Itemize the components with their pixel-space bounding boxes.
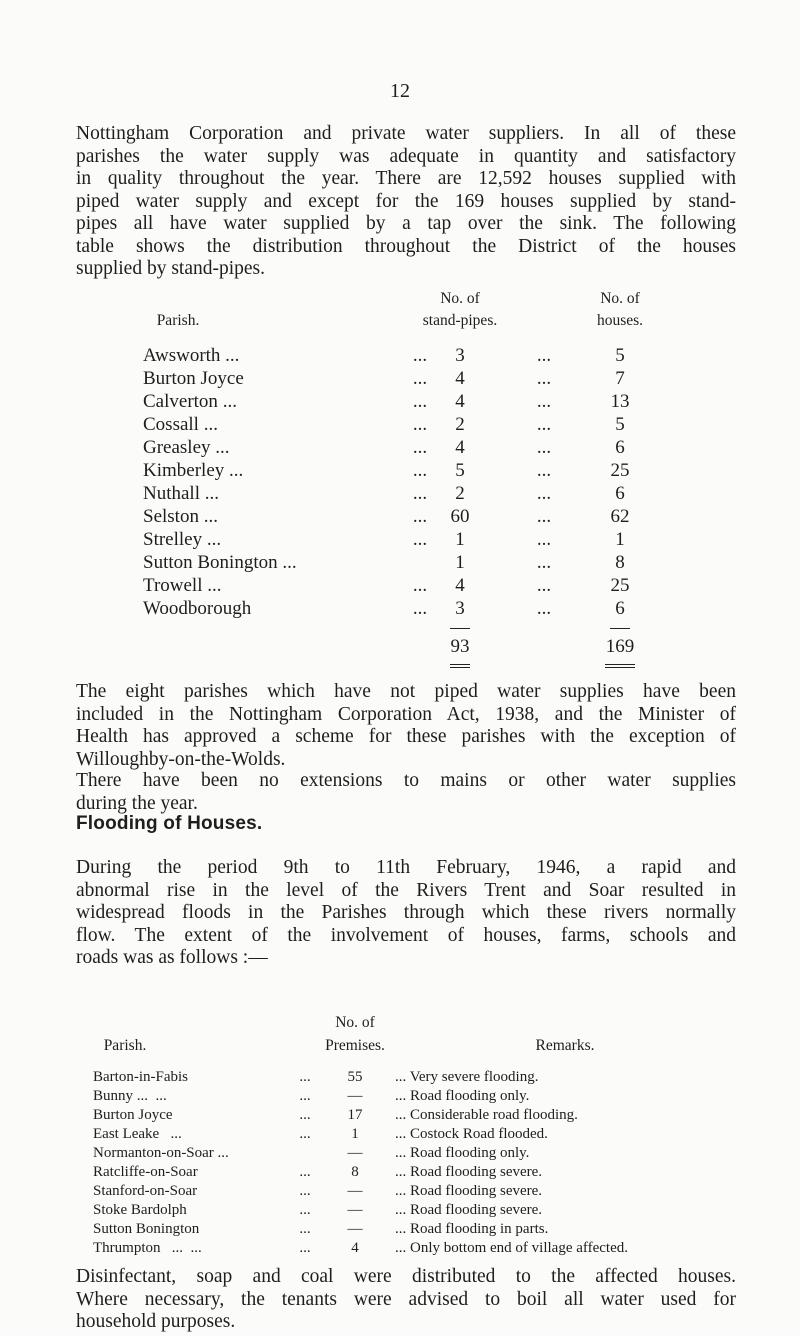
remark-text: ... Only bottom end of village affected. <box>395 1240 628 1256</box>
column-header-houses-line1: No. of <box>600 290 640 307</box>
leader-dots: ... <box>412 414 428 435</box>
table-row <box>0 1069 800 1087</box>
parish-name: Normanton-on-Soar ... <box>93 1145 229 1161</box>
text-line: The eight parishes which have not piped water supplies have been <box>76 681 736 702</box>
leader-dots: ... <box>299 1164 311 1180</box>
house-count: 62 <box>610 506 630 527</box>
leader-dots: ... <box>412 345 428 366</box>
text-line: Health has approved a scheme for these parishes with the exception of <box>76 726 736 747</box>
standpipe-count: 5 <box>455 460 465 481</box>
parish-name: Thrumpton ... ... <box>93 1240 202 1256</box>
page-number: 12 <box>390 80 410 102</box>
premises-count: — <box>347 1183 363 1199</box>
flooding-paragraph <box>76 857 736 970</box>
text-line: household purposes. <box>76 1311 236 1332</box>
table-row <box>0 1107 800 1125</box>
column-header-premises-line2: Premises. <box>325 1037 385 1054</box>
remark-text: ... Road flooding severe. <box>395 1164 543 1180</box>
parish-name: Burton Joyce <box>143 368 244 389</box>
table-row <box>0 437 800 459</box>
leader-dots: ... <box>412 575 428 596</box>
premises-count: 8 <box>351 1164 359 1180</box>
standpipe-count: 4 <box>455 437 465 458</box>
leader-dots: ... <box>299 1107 311 1123</box>
leader-dots: ... <box>299 1088 311 1104</box>
remark-text: ... Very severe flooding. <box>395 1069 539 1085</box>
leader-dots: ... <box>299 1126 311 1142</box>
mains-paragraph <box>76 770 736 815</box>
parish-name: Nuthall ... <box>143 483 219 504</box>
house-count: 5 <box>615 414 625 435</box>
table-row <box>0 1183 800 1201</box>
premises-count: — <box>347 1088 363 1104</box>
table-row <box>0 460 800 482</box>
leader-dots: ... <box>299 1221 311 1237</box>
standpipe-count: 2 <box>455 414 465 435</box>
leader-dots: ... <box>299 1069 311 1085</box>
text-line: Where necessary, the tenants were advised to boil all water used for <box>76 1288 736 1310</box>
parish-name: Awsworth ... <box>143 345 240 366</box>
parish-name: Calverton ... <box>143 391 237 412</box>
total-rule <box>450 628 470 629</box>
remark-text: ... Road flooding severe. <box>395 1202 543 1218</box>
table-row <box>0 1088 800 1106</box>
leader-dots: ... <box>412 460 428 481</box>
parish-name: East Leake ... <box>93 1126 182 1142</box>
remark-text: ... Considerable road flooding. <box>395 1107 578 1123</box>
totals-row <box>0 636 800 658</box>
text-line: There have been no extensions to mains or other water supplies <box>76 770 736 791</box>
house-count: 6 <box>615 437 625 458</box>
leader-dots: ... <box>412 483 428 504</box>
leader-dots: ... <box>536 529 552 550</box>
double-rule <box>605 664 635 665</box>
remark-text: ... Road flooding severe. <box>395 1183 543 1199</box>
table-row <box>0 1145 800 1163</box>
leader-dots: ... <box>412 598 428 619</box>
parish-name: Burton Joyce <box>93 1107 173 1123</box>
double-rule <box>450 664 470 665</box>
house-count: 5 <box>615 345 625 366</box>
leader-dots: ... <box>299 1202 311 1218</box>
disinfectant-paragraph <box>76 1266 736 1334</box>
parish-name: Kimberley ... <box>143 460 244 481</box>
standpipe-count: 4 <box>455 368 465 389</box>
parish-name: Selston ... <box>143 506 218 527</box>
table-row <box>0 1202 800 1220</box>
text-line: Willoughby-on-the-Wolds. <box>76 748 286 770</box>
table-row <box>0 345 800 367</box>
premises-count: — <box>347 1145 363 1161</box>
leader-dots: ... <box>412 437 428 458</box>
table-row <box>0 529 800 551</box>
parish-name: Barton-in-Fabis <box>93 1069 188 1085</box>
remark-text: ... Road flooding only. <box>395 1145 530 1161</box>
parish-name: Bunny ... ... <box>93 1088 167 1104</box>
text-line: included in the Nottingham Corporation Act, 1938, and the Minister of <box>76 703 736 725</box>
standpipe-count: 1 <box>455 552 465 573</box>
remark-text: ... Road flooding only. <box>395 1088 530 1104</box>
text-line: abnormal rise in the level of the Rivers Trent and Soar resulted in <box>76 879 736 901</box>
leader-dots: ... <box>536 460 552 481</box>
text-line: pipes all have water supplied by a tap over the sink. The following <box>76 213 736 234</box>
standpipe-count: 4 <box>455 575 465 596</box>
house-count: 6 <box>615 598 625 619</box>
house-count: 8 <box>615 552 625 573</box>
standpipe-count: 1 <box>455 529 465 550</box>
house-count: 7 <box>615 368 625 389</box>
text-line: Nottingham Corporation and private water suppliers. In all of these <box>76 123 736 144</box>
parish-name: Stoke Bardolph <box>93 1202 187 1218</box>
column-header-parish: Parish. <box>156 312 200 329</box>
double-rule <box>450 667 470 668</box>
parish-name: Stanford-on-Soar <box>93 1183 198 1199</box>
text-line: roads was as follows :— <box>76 947 268 968</box>
premises-count: 4 <box>351 1240 359 1256</box>
standpipe-count: 3 <box>455 598 465 619</box>
premises-count: — <box>347 1202 363 1218</box>
table-row <box>0 1221 800 1239</box>
text-line: in quality throughout the year. There are 12,592 houses supplied with <box>76 168 736 189</box>
parish-name: Strelley ... <box>143 529 222 550</box>
leader-dots: ... <box>536 598 552 619</box>
parish-name: Cossall ... <box>143 414 218 435</box>
parish-name: Sutton Bonington ... <box>143 552 297 573</box>
premises-count: 17 <box>347 1107 363 1123</box>
leader-dots: ... <box>412 506 428 527</box>
table-row <box>0 575 800 597</box>
house-count: 25 <box>610 460 630 481</box>
text-line: table shows the distribution throughout the District of the houses <box>76 235 736 257</box>
leader-dots: ... <box>412 368 428 389</box>
total-rule <box>610 628 630 629</box>
double-rule <box>605 667 635 668</box>
column-header-houses-line2: houses. <box>596 312 644 329</box>
leader-dots: ... <box>536 368 552 389</box>
remark-text: ... Costock Road flooded. <box>395 1126 548 1142</box>
section-heading-flooding: Flooding of Houses. <box>76 813 263 834</box>
leader-dots: ... <box>536 575 552 596</box>
table-row <box>0 552 800 574</box>
leader-dots: ... <box>536 483 552 504</box>
parish-name: Woodborough <box>143 598 252 619</box>
table-row <box>0 368 800 390</box>
standpipe-total: 93 <box>450 636 470 657</box>
text-line: widespread floods in the Parishes through which these rivers normally <box>76 902 736 923</box>
leader-dots: ... <box>536 506 552 527</box>
column-header-remarks: Remarks. <box>535 1037 595 1054</box>
standpipe-count: 60 <box>450 506 470 527</box>
column-header-premises-line1: No. of <box>335 1014 375 1031</box>
premises-count: — <box>347 1221 363 1237</box>
standpipe-count: 4 <box>455 391 465 412</box>
table-row <box>0 414 800 436</box>
parish-name: Ratcliffe-on-Soar <box>93 1164 198 1180</box>
text-line: Disinfectant, soap and coal were distributed to the affected houses. <box>76 1266 736 1287</box>
leader-dots: ... <box>536 345 552 366</box>
table-row <box>0 1240 800 1258</box>
text-line: supplied by stand-pipes. <box>76 258 266 279</box>
leader-dots: ... <box>412 391 428 412</box>
leader-dots: ... <box>536 552 552 573</box>
leader-dots: ... <box>299 1240 311 1256</box>
leader-dots: ... <box>299 1183 311 1199</box>
premises-count: 55 <box>347 1069 363 1085</box>
parish-name: Greasley ... <box>143 437 230 458</box>
leader-dots: ... <box>412 529 428 550</box>
house-total: 169 <box>605 636 635 657</box>
column-header-standpipes-line1: No. of <box>440 290 480 307</box>
parish-name: Trowell ... <box>143 575 222 596</box>
table-row <box>0 391 800 413</box>
house-count: 13 <box>610 391 630 412</box>
remark-text: ... Road flooding in parts. <box>395 1221 549 1237</box>
house-count: 25 <box>610 575 630 596</box>
premises-count: 1 <box>351 1126 359 1142</box>
table-row <box>0 1126 800 1144</box>
leader-dots: ... <box>536 437 552 458</box>
text-line: During the period 9th to 11th February, 1946, a rapid and <box>76 857 736 878</box>
house-count: 1 <box>615 529 625 550</box>
intro-paragraph <box>76 123 736 281</box>
text-line: during the year. <box>76 792 198 814</box>
table-row <box>0 483 800 505</box>
table-row <box>0 506 800 528</box>
table-row <box>0 598 800 620</box>
standpipe-count: 3 <box>455 345 465 366</box>
standpipe-count: 2 <box>455 483 465 504</box>
text-line: piped water supply and except for the 169 houses supplied by stand- <box>76 190 736 212</box>
leader-dots: ... <box>536 391 552 412</box>
parish-name: Sutton Bonington <box>93 1221 200 1237</box>
text-line: parishes the water supply was adequate in quantity and satisfactory <box>76 145 736 167</box>
text-line: flow. The extent of the involvement of houses, farms, schools and <box>76 924 736 946</box>
leader-dots: ... <box>536 414 552 435</box>
table-row <box>0 1164 800 1182</box>
house-count: 6 <box>615 483 625 504</box>
piped-supplies-paragraph <box>76 681 736 771</box>
column-header-parish: Parish. <box>103 1037 147 1054</box>
column-header-standpipes-line2: stand-pipes. <box>422 312 498 329</box>
